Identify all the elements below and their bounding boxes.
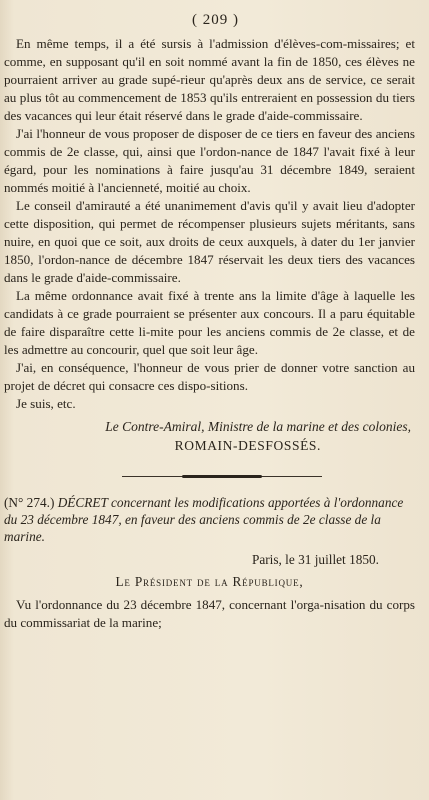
section-divider <box>4 472 415 482</box>
decree-heading <box>4 494 415 545</box>
divider-ornament <box>182 475 262 478</box>
decree-title: DÉCRET concernant les modifications apportées à l'ordonnance du 23 décembre 1847, en faveur des anciens commis de 2e classe de la marine. <box>4 495 404 544</box>
date-line: Paris, le 31 juillet 1850. <box>251 552 379 567</box>
president-line: Le Président de la République, <box>115 574 304 589</box>
paragraph-5: J'ai, en conséquence, l'honneur de vous prier de donner votre sanction au projet de décret qui consacre ces dispo-sitions. <box>4 360 415 393</box>
paragraph-1: En même temps, il a été sursis à l'admission d'élèves-com-missaires; et comme, en supposant qu'il en soit nommé avant la fin de 1850, ces élèves ne pourraient arriver au grade supé-rieur qu'après deux ans de service, ce serait au plus tôt au commencement de 1853 qu'ils entreraient en possession du tiers des vacances qui leur était réservé dans le grade d'aide-commissaire. <box>4 36 415 123</box>
paragraph-3: Le conseil d'amirauté a été unanimement d'avis qu'il y avait lieu d'adopter cette disposition, qui permet de récompenser plusieurs sujets méritants, sans nuire, en quoi que ce soit, aux droits de ceux auxquels, à dater du 1er janvier 1850, l'ordon-nance de décembre 1847 réservait les deux tiers des vacances dans le grade d'aide-commissaire. <box>4 198 415 285</box>
signature-name: ROMAIN-DESFOSSÉS. <box>174 438 321 453</box>
paragraph-6: Je suis, etc. <box>16 396 76 411</box>
paragraph-2: J'ai l'honneur de vous proposer de disposer de ce tiers en faveur des anciens commis de 2e classe, qui, ainsi que l'ordon-nance de 1847 l'avait fixé à leur égard, pour les nominations à faire jusqu'au 31 décembre 1849, seraient nommés moitié à l'ancienneté, moitié au choix. <box>4 126 415 195</box>
page-number: ( 209 ) <box>192 12 239 28</box>
signature-title: Le Contre-Amiral, Ministre de la marine et des colonies, <box>105 419 411 434</box>
paragraph-4: La même ordonnance avait fixé à trente ans la limite d'âge à laquelle les candidats à ce grade pourraient se présenter aux concours. Il a paru équitable de faire disparaître cette li-mite pour les anciens commis de 2e classe, et de les admettre au concourir, quel que soit leur âge. <box>4 288 415 357</box>
decree-number: (N° 274.) <box>4 495 55 510</box>
final-line: Vu l'ordonnance du 23 décembre 1847, concernant l'orga-nisation du corps du commissariat de la marine; <box>4 597 415 630</box>
